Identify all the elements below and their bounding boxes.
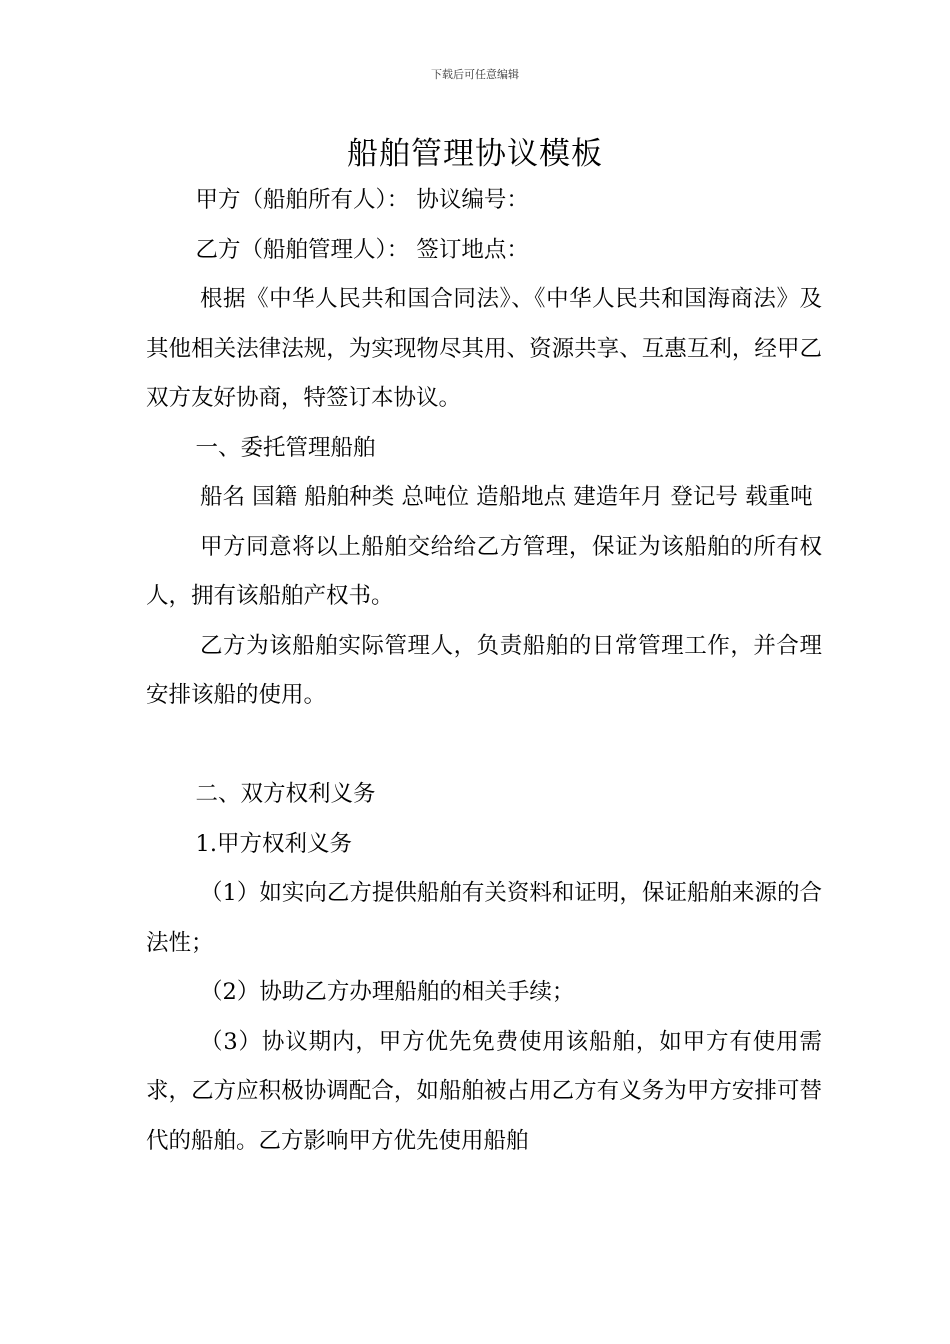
party-b-line: 乙方（船舶管理人）： 签订地点：	[195, 236, 529, 263]
party-b-role-paragraph: 乙方为该船舶实际管理人，负责船舶的日常管理工作，并合理安排该船的使用。	[146, 632, 822, 708]
clause-item-2: （2）协助乙方办理船舶的相关手续；	[200, 979, 575, 1005]
subsection-1-heading: 1.甲方权利义务	[195, 830, 352, 857]
party-a-line: 甲方（船舶所有人）： 协议编号：	[195, 187, 529, 213]
preamble-paragraph: 根据《中华人民共和国合同法》、《中华人民共和国海商法》及其他相关法律法规，为实现物尽其用、资源共享、互惠互利，经甲乙双方友好协商，特签订本协议。	[146, 286, 822, 411]
ship-fields-paragraph: 船名 国籍 船舶种类 总吨位 造船地点 建造年月 登记号 载重吨	[200, 484, 813, 510]
section-1-heading: 一、委托管理船舶	[195, 434, 376, 461]
document-body	[146, 176, 822, 1166]
clause-item-1: （1）如实向乙方提供船舶有关资料和证明，保证船舶来源的合法性；	[146, 880, 822, 956]
header-note: 下载后可任意编辑	[431, 68, 519, 81]
section-2-heading: 二、双方权利义务	[195, 781, 376, 807]
clause-item-3: （3）协议期内，甲方优先免费使用该船舶，如甲方有使用需求，乙方应积极协调配合，如船舶被占用乙方有义务为甲方安排可替代的船舶。乙方影响甲方优先使用船舶	[146, 1028, 822, 1154]
document-title: 船舶管理协议模板	[347, 136, 603, 172]
party-a-consent-paragraph: 甲方同意将以上船舶交给给乙方管理，保证为该船舶的所有权人，拥有该船舶产权书。	[146, 533, 822, 609]
blank-line	[146, 721, 822, 771]
